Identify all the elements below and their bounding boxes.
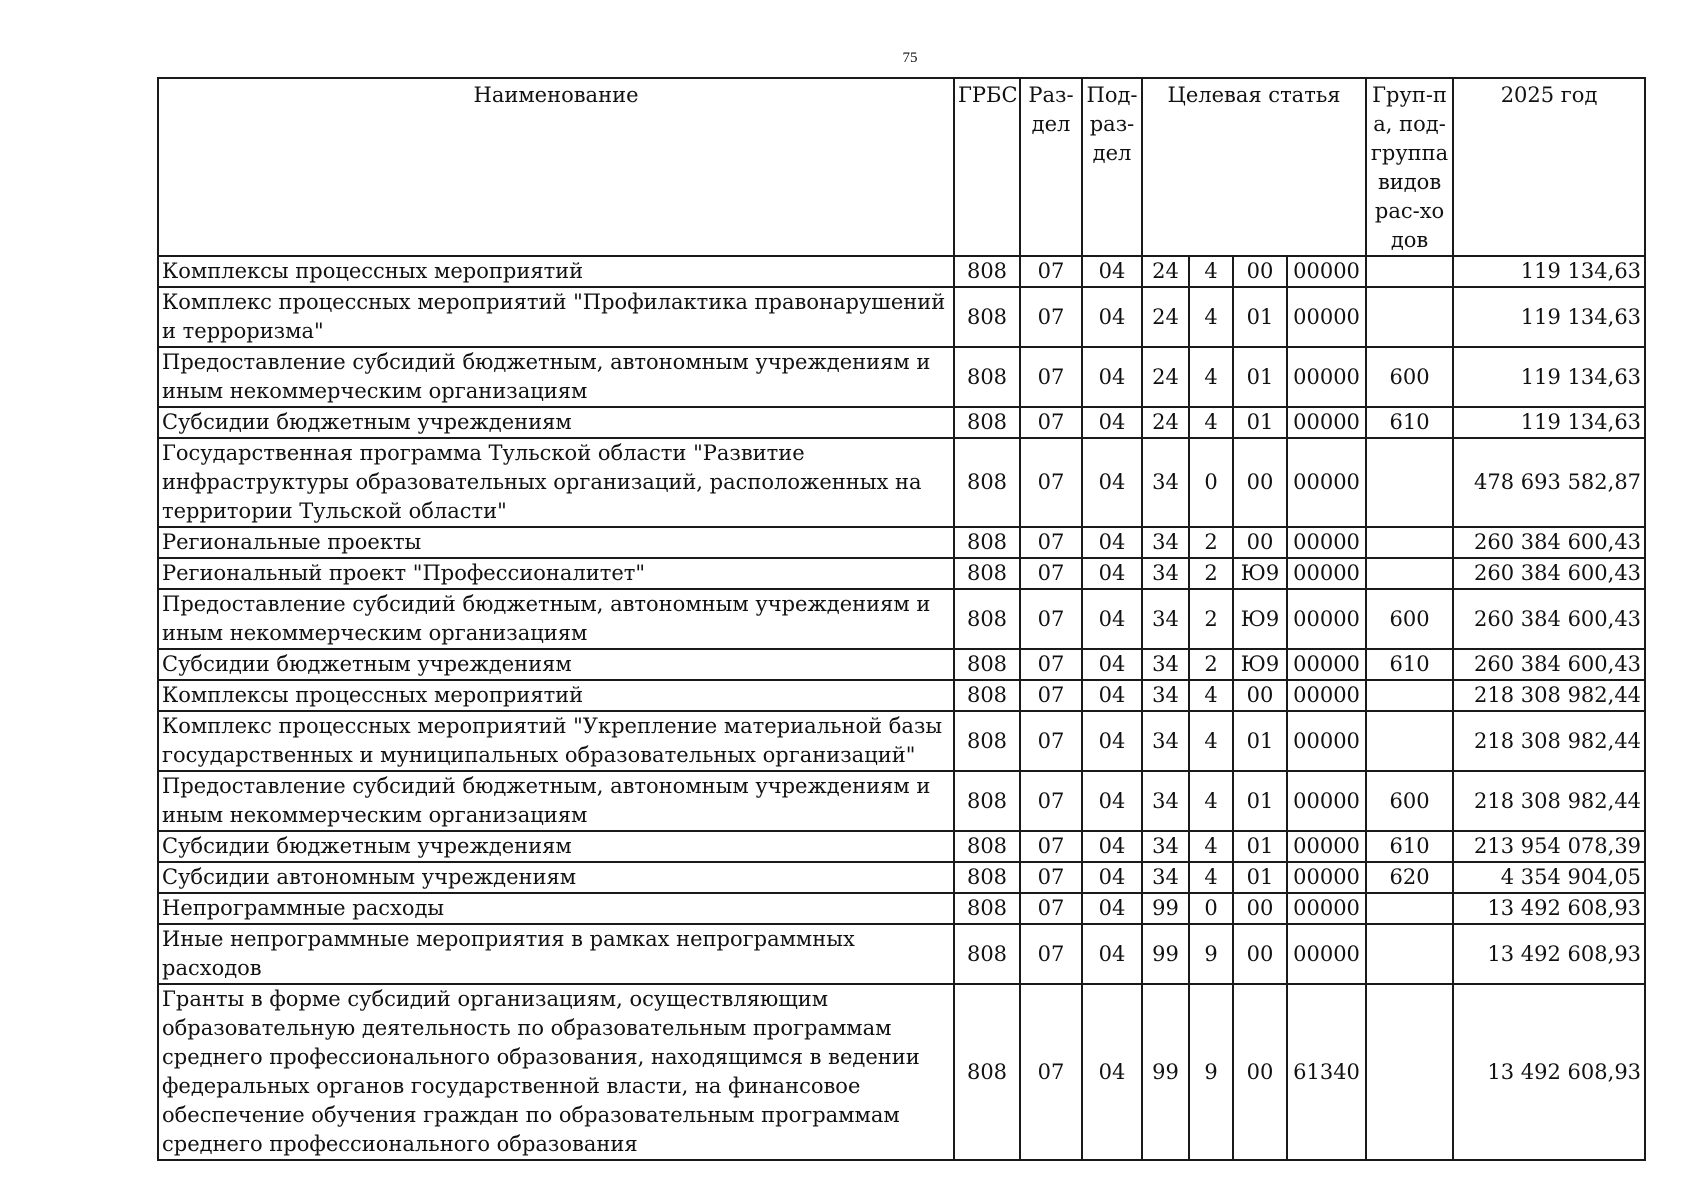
cell-target-direction: Ю9 xyxy=(1233,649,1287,680)
budget-table xyxy=(157,77,1646,1161)
cell-amount: 478 693 582,87 xyxy=(1453,438,1645,527)
cell-target-direction: 00 xyxy=(1233,924,1287,984)
cell-name: Комплексы процессных мероприятий xyxy=(158,680,954,711)
cell-name: Комплекс процессных мероприятий "Укрепление материальной базы государственных и муниципальных образовательных организаций" xyxy=(158,711,954,771)
cell-amount: 260 384 600,43 xyxy=(1453,589,1645,649)
header-grbs: ГРБС xyxy=(954,78,1020,256)
cell-section: 07 xyxy=(1020,984,1082,1160)
cell-subsection: 04 xyxy=(1082,438,1142,527)
cell-expense-group: 610 xyxy=(1366,831,1453,862)
table-row xyxy=(158,771,1645,831)
cell-target-direction: 00 xyxy=(1233,527,1287,558)
cell-target-code: 00000 xyxy=(1287,680,1366,711)
cell-section: 07 xyxy=(1020,924,1082,984)
table-row xyxy=(158,893,1645,924)
cell-expense-group: 620 xyxy=(1366,862,1453,893)
cell-target-program: 24 xyxy=(1142,256,1189,287)
cell-grbs: 808 xyxy=(954,527,1020,558)
cell-expense-group xyxy=(1366,256,1453,287)
cell-grbs: 808 xyxy=(954,256,1020,287)
cell-section: 07 xyxy=(1020,771,1082,831)
cell-grbs: 808 xyxy=(954,438,1020,527)
table-row xyxy=(158,680,1645,711)
cell-target-direction: 01 xyxy=(1233,711,1287,771)
cell-amount: 13 492 608,93 xyxy=(1453,924,1645,984)
cell-name: Региональный проект "Профессионалитет" xyxy=(158,558,954,589)
cell-subsection: 04 xyxy=(1082,256,1142,287)
table-row xyxy=(158,558,1645,589)
cell-target-code: 00000 xyxy=(1287,347,1366,407)
cell-amount: 119 134,63 xyxy=(1453,407,1645,438)
cell-target-code: 61340 xyxy=(1287,984,1366,1160)
cell-grbs: 808 xyxy=(954,649,1020,680)
cell-target-type: 2 xyxy=(1189,649,1233,680)
table-row xyxy=(158,438,1645,527)
table-row xyxy=(158,649,1645,680)
header-name: Наименование xyxy=(158,78,954,256)
cell-subsection: 04 xyxy=(1082,893,1142,924)
cell-target-type: 4 xyxy=(1189,771,1233,831)
cell-subsection: 04 xyxy=(1082,287,1142,347)
cell-subsection: 04 xyxy=(1082,862,1142,893)
cell-target-direction: Ю9 xyxy=(1233,589,1287,649)
cell-section: 07 xyxy=(1020,589,1082,649)
cell-target-type: 4 xyxy=(1189,287,1233,347)
cell-name: Субсидии автономным учреждениям xyxy=(158,862,954,893)
cell-subsection: 04 xyxy=(1082,649,1142,680)
cell-target-program: 34 xyxy=(1142,558,1189,589)
cell-grbs: 808 xyxy=(954,711,1020,771)
cell-expense-group xyxy=(1366,287,1453,347)
table-row xyxy=(158,256,1645,287)
cell-target-program: 34 xyxy=(1142,527,1189,558)
cell-target-direction: 01 xyxy=(1233,347,1287,407)
cell-grbs: 808 xyxy=(954,893,1020,924)
cell-target-code: 00000 xyxy=(1287,256,1366,287)
cell-expense-group: 610 xyxy=(1366,407,1453,438)
cell-expense-group xyxy=(1366,558,1453,589)
cell-section: 07 xyxy=(1020,711,1082,771)
table-row xyxy=(158,862,1645,893)
cell-target-direction: 01 xyxy=(1233,287,1287,347)
cell-grbs: 808 xyxy=(954,589,1020,649)
cell-section: 07 xyxy=(1020,407,1082,438)
cell-expense-group xyxy=(1366,924,1453,984)
cell-target-type: 4 xyxy=(1189,347,1233,407)
header-expense-group: Груп-па, под-группа видов рас-ходов xyxy=(1366,78,1453,256)
cell-target-program: 99 xyxy=(1142,893,1189,924)
cell-target-code: 00000 xyxy=(1287,862,1366,893)
cell-amount: 218 308 982,44 xyxy=(1453,711,1645,771)
cell-subsection: 04 xyxy=(1082,558,1142,589)
cell-target-program: 34 xyxy=(1142,649,1189,680)
cell-name: Гранты в форме субсидий организациям, осуществляющим образовательную деятельность по образовательным программам среднего профессионального образования, находящимся в ведении федеральных органов государственной власти, на финансовое обеспечение обучения граждан по образовательным программам среднего профессионального образования xyxy=(158,984,954,1160)
cell-subsection: 04 xyxy=(1082,527,1142,558)
cell-amount: 119 134,63 xyxy=(1453,256,1645,287)
cell-target-code: 00000 xyxy=(1287,831,1366,862)
cell-section: 07 xyxy=(1020,347,1082,407)
table-row xyxy=(158,347,1645,407)
cell-name: Иные непрограммные мероприятия в рамках непрограммных расходов xyxy=(158,924,954,984)
cell-name: Региональные проекты xyxy=(158,527,954,558)
cell-expense-group xyxy=(1366,680,1453,711)
cell-target-program: 34 xyxy=(1142,711,1189,771)
cell-grbs: 808 xyxy=(954,984,1020,1160)
cell-target-program: 34 xyxy=(1142,831,1189,862)
cell-target-type: 4 xyxy=(1189,680,1233,711)
cell-target-code: 00000 xyxy=(1287,287,1366,347)
cell-target-direction: 00 xyxy=(1233,893,1287,924)
cell-target-direction: 00 xyxy=(1233,438,1287,527)
cell-expense-group: 610 xyxy=(1366,649,1453,680)
cell-name: Субсидии бюджетным учреждениям xyxy=(158,831,954,862)
cell-target-direction: 01 xyxy=(1233,831,1287,862)
cell-amount: 13 492 608,93 xyxy=(1453,984,1645,1160)
cell-subsection: 04 xyxy=(1082,589,1142,649)
cell-target-direction: 01 xyxy=(1233,407,1287,438)
cell-grbs: 808 xyxy=(954,680,1020,711)
cell-target-code: 00000 xyxy=(1287,589,1366,649)
cell-target-program: 99 xyxy=(1142,924,1189,984)
cell-section: 07 xyxy=(1020,680,1082,711)
cell-subsection: 04 xyxy=(1082,407,1142,438)
cell-name: Комплексы процессных мероприятий xyxy=(158,256,954,287)
cell-target-code: 00000 xyxy=(1287,771,1366,831)
cell-amount: 218 308 982,44 xyxy=(1453,680,1645,711)
cell-grbs: 808 xyxy=(954,558,1020,589)
cell-target-type: 2 xyxy=(1189,558,1233,589)
cell-section: 07 xyxy=(1020,862,1082,893)
cell-amount: 13 492 608,93 xyxy=(1453,893,1645,924)
cell-name: Субсидии бюджетным учреждениям xyxy=(158,649,954,680)
cell-target-direction: 00 xyxy=(1233,256,1287,287)
cell-target-code: 00000 xyxy=(1287,527,1366,558)
cell-subsection: 04 xyxy=(1082,771,1142,831)
cell-target-type: 4 xyxy=(1189,831,1233,862)
cell-amount: 119 134,63 xyxy=(1453,287,1645,347)
cell-target-type: 0 xyxy=(1189,438,1233,527)
cell-target-direction: 01 xyxy=(1233,771,1287,831)
cell-amount: 119 134,63 xyxy=(1453,347,1645,407)
cell-subsection: 04 xyxy=(1082,711,1142,771)
table-row xyxy=(158,407,1645,438)
cell-target-type: 2 xyxy=(1189,589,1233,649)
table-body xyxy=(158,256,1645,1160)
cell-target-direction: 00 xyxy=(1233,984,1287,1160)
table-row xyxy=(158,984,1645,1160)
cell-expense-group: 600 xyxy=(1366,771,1453,831)
cell-target-type: 4 xyxy=(1189,711,1233,771)
cell-target-direction: Ю9 xyxy=(1233,558,1287,589)
table-header-row xyxy=(158,78,1645,256)
cell-grbs: 808 xyxy=(954,924,1020,984)
table-row xyxy=(158,831,1645,862)
table-row xyxy=(158,589,1645,649)
cell-grbs: 808 xyxy=(954,862,1020,893)
cell-grbs: 808 xyxy=(954,771,1020,831)
cell-target-code: 00000 xyxy=(1287,924,1366,984)
cell-expense-group xyxy=(1366,984,1453,1160)
cell-name: Комплекс процессных мероприятий "Профилактика правонарушений и терроризма" xyxy=(158,287,954,347)
cell-target-program: 99 xyxy=(1142,984,1189,1160)
cell-target-direction: 01 xyxy=(1233,862,1287,893)
cell-section: 07 xyxy=(1020,558,1082,589)
cell-subsection: 04 xyxy=(1082,831,1142,862)
cell-section: 07 xyxy=(1020,438,1082,527)
cell-subsection: 04 xyxy=(1082,924,1142,984)
cell-target-code: 00000 xyxy=(1287,438,1366,527)
cell-target-code: 00000 xyxy=(1287,407,1366,438)
header-target-article: Целевая статья xyxy=(1142,78,1366,256)
cell-target-program: 24 xyxy=(1142,347,1189,407)
cell-target-type: 4 xyxy=(1189,256,1233,287)
cell-grbs: 808 xyxy=(954,831,1020,862)
cell-grbs: 808 xyxy=(954,287,1020,347)
cell-target-code: 00000 xyxy=(1287,558,1366,589)
cell-section: 07 xyxy=(1020,649,1082,680)
cell-target-program: 34 xyxy=(1142,438,1189,527)
cell-name: Непрограммные расходы xyxy=(158,893,954,924)
cell-target-type: 9 xyxy=(1189,924,1233,984)
cell-target-program: 34 xyxy=(1142,862,1189,893)
cell-amount: 4 354 904,05 xyxy=(1453,862,1645,893)
cell-section: 07 xyxy=(1020,256,1082,287)
cell-expense-group xyxy=(1366,438,1453,527)
cell-name: Предоставление субсидий бюджетным, автономным учреждениям и иным некоммерческим организациям xyxy=(158,589,954,649)
cell-amount: 213 954 078,39 xyxy=(1453,831,1645,862)
cell-section: 07 xyxy=(1020,287,1082,347)
cell-grbs: 808 xyxy=(954,347,1020,407)
cell-target-type: 0 xyxy=(1189,893,1233,924)
cell-target-program: 24 xyxy=(1142,287,1189,347)
cell-target-type: 4 xyxy=(1189,862,1233,893)
cell-target-program: 24 xyxy=(1142,407,1189,438)
cell-amount: 260 384 600,43 xyxy=(1453,558,1645,589)
cell-target-program: 34 xyxy=(1142,771,1189,831)
table-row xyxy=(158,711,1645,771)
cell-name: Предоставление субсидий бюджетным, автономным учреждениям и иным некоммерческим организациям xyxy=(158,347,954,407)
cell-target-program: 34 xyxy=(1142,589,1189,649)
cell-name: Предоставление субсидий бюджетным, автономным учреждениям и иным некоммерческим организациям xyxy=(158,771,954,831)
cell-target-code: 00000 xyxy=(1287,711,1366,771)
cell-target-code: 00000 xyxy=(1287,893,1366,924)
cell-name: Государственная программа Тульской области "Развитие инфраструктуры образовательных организаций, расположенных на территории Тульской области" xyxy=(158,438,954,527)
cell-expense-group: 600 xyxy=(1366,347,1453,407)
cell-target-type: 4 xyxy=(1189,407,1233,438)
cell-section: 07 xyxy=(1020,527,1082,558)
header-section: Раз-дел xyxy=(1020,78,1082,256)
cell-expense-group xyxy=(1366,527,1453,558)
cell-grbs: 808 xyxy=(954,407,1020,438)
cell-target-type: 9 xyxy=(1189,984,1233,1160)
cell-subsection: 04 xyxy=(1082,347,1142,407)
table-row xyxy=(158,287,1645,347)
cell-target-code: 00000 xyxy=(1287,649,1366,680)
cell-expense-group: 600 xyxy=(1366,589,1453,649)
cell-expense-group xyxy=(1366,711,1453,771)
table-row xyxy=(158,527,1645,558)
header-subsection: Под-раз-дел xyxy=(1082,78,1142,256)
cell-subsection: 04 xyxy=(1082,680,1142,711)
cell-amount: 218 308 982,44 xyxy=(1453,771,1645,831)
cell-section: 07 xyxy=(1020,831,1082,862)
cell-amount: 260 384 600,43 xyxy=(1453,649,1645,680)
cell-subsection: 04 xyxy=(1082,984,1142,1160)
table-row xyxy=(158,924,1645,984)
cell-name: Субсидии бюджетным учреждениям xyxy=(158,407,954,438)
header-year-2025: 2025 год xyxy=(1453,78,1645,256)
cell-target-type: 2 xyxy=(1189,527,1233,558)
cell-expense-group xyxy=(1366,893,1453,924)
cell-section: 07 xyxy=(1020,893,1082,924)
cell-target-direction: 00 xyxy=(1233,680,1287,711)
page-number: 75 xyxy=(902,50,918,66)
cell-target-program: 34 xyxy=(1142,680,1189,711)
cell-amount: 260 384 600,43 xyxy=(1453,527,1645,558)
